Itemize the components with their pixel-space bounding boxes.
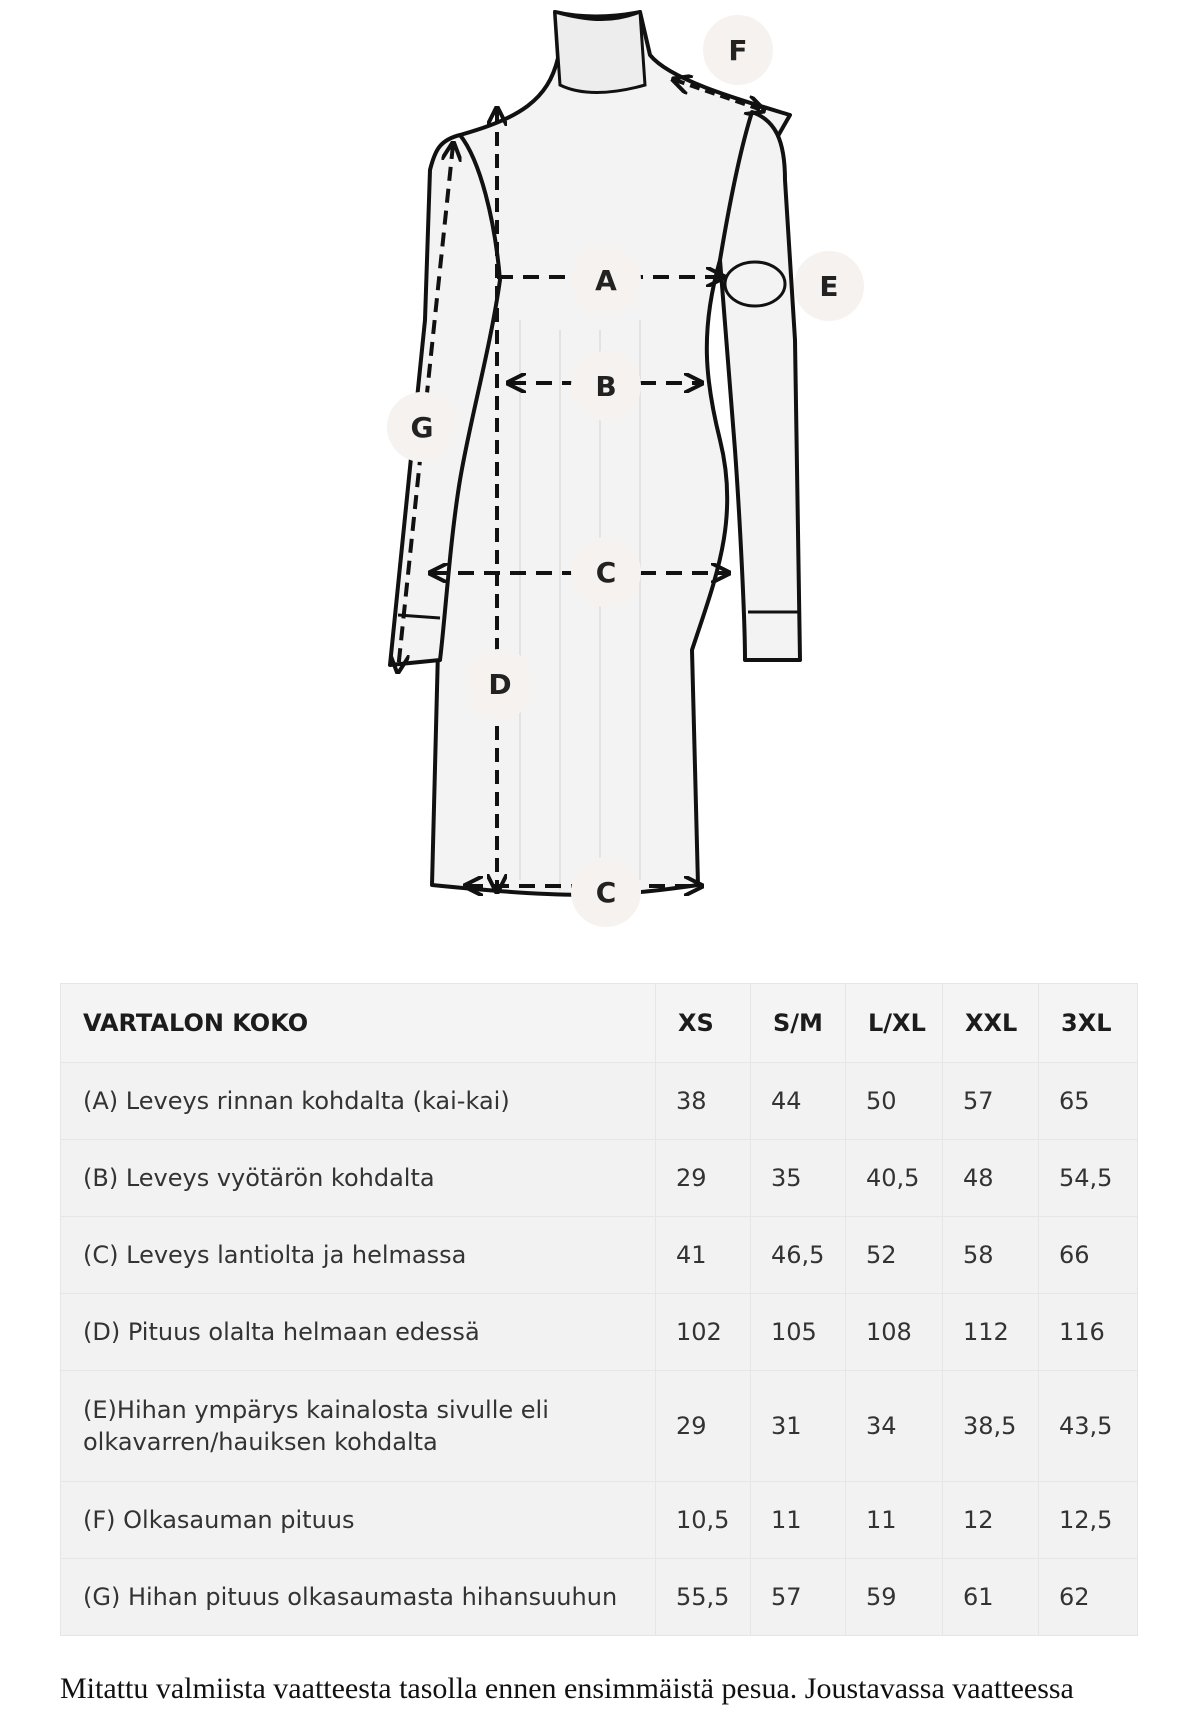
cell-value: 48 xyxy=(943,1140,1039,1217)
badge-a xyxy=(571,245,641,315)
svg-text:G: G xyxy=(410,411,434,444)
cell-value: 34 xyxy=(846,1371,943,1482)
cell-value: 38 xyxy=(656,1063,751,1140)
cell-value: 29 xyxy=(656,1140,751,1217)
cell-value: 66 xyxy=(1039,1217,1138,1294)
svg-text:C: C xyxy=(595,556,617,589)
header-size-lxl: L/XL xyxy=(846,984,943,1063)
size-table xyxy=(60,983,1138,1636)
cell-value: 41 xyxy=(656,1217,751,1294)
table-row xyxy=(61,1140,1138,1217)
cell-value: 12,5 xyxy=(1039,1482,1138,1559)
row-label: (D) Pituus olalta helmaan edessä xyxy=(61,1294,656,1371)
header-size-xxl: XXL xyxy=(943,984,1039,1063)
cell-value: 11 xyxy=(751,1482,846,1559)
cell-value: 29 xyxy=(656,1371,751,1482)
cell-value: 31 xyxy=(751,1371,846,1482)
cell-value: 10,5 xyxy=(656,1482,751,1559)
cell-value: 116 xyxy=(1039,1294,1138,1371)
badge-e xyxy=(794,251,864,321)
header-size-3xl: 3XL xyxy=(1039,984,1138,1063)
header-body-size: VARTALON KOKO xyxy=(61,984,656,1063)
svg-text:B: B xyxy=(595,370,617,403)
row-label: (E)Hihan ympärys kainalosta sivulle eli olkavarren/hauiksen kohdalta xyxy=(61,1371,656,1482)
table-row xyxy=(61,1482,1138,1559)
badge-c-hip xyxy=(571,537,641,607)
turtleneck-collar xyxy=(555,12,645,93)
cell-value: 43,5 xyxy=(1039,1371,1138,1482)
cell-value: 54,5 xyxy=(1039,1140,1138,1217)
svg-text:E: E xyxy=(819,270,839,303)
table-row xyxy=(61,1371,1138,1482)
table-row xyxy=(61,1559,1138,1636)
cell-value: 11 xyxy=(846,1482,943,1559)
row-label: (A) Leveys rinnan kohdalta (kai-kai) xyxy=(61,1063,656,1140)
svg-text:F: F xyxy=(728,34,748,67)
table-row xyxy=(61,1217,1138,1294)
cell-value: 55,5 xyxy=(656,1559,751,1636)
row-label: (B) Leveys vyötärön kohdalta xyxy=(61,1140,656,1217)
cell-value: 105 xyxy=(751,1294,846,1371)
cell-value: 61 xyxy=(943,1559,1039,1636)
row-label: (G) Hihan pituus olkasaumasta hihansuuhun xyxy=(61,1559,656,1636)
cell-value: 46,5 xyxy=(751,1217,846,1294)
right-sleeve xyxy=(720,112,800,660)
cell-value: 112 xyxy=(943,1294,1039,1371)
cell-value: 108 xyxy=(846,1294,943,1371)
header-size-xs: XS xyxy=(656,984,751,1063)
measurement-note: Mitattu valmiista vaatteesta tasolla ennen ensimmäistä pesua. Joustavassa vaatteessa xyxy=(60,1672,1074,1705)
cell-value: 40,5 xyxy=(846,1140,943,1217)
svg-text:A: A xyxy=(595,264,617,297)
badge-g xyxy=(387,392,457,462)
header-size-sm: S/M xyxy=(751,984,846,1063)
cell-value: 62 xyxy=(1039,1559,1138,1636)
cell-value: 44 xyxy=(751,1063,846,1140)
row-label: (C) Leveys lantiolta ja helmassa xyxy=(61,1217,656,1294)
cell-value: 57 xyxy=(943,1063,1039,1140)
table-header-row xyxy=(61,984,1138,1063)
row-label: (F) Olkasauman pituus xyxy=(61,1482,656,1559)
cell-value: 12 xyxy=(943,1482,1039,1559)
badge-b xyxy=(571,351,641,421)
cell-value: 102 xyxy=(656,1294,751,1371)
cell-value: 59 xyxy=(846,1559,943,1636)
table-row xyxy=(61,1294,1138,1371)
badge-f xyxy=(703,15,773,85)
svg-text:C: C xyxy=(595,876,617,909)
badge-c-hem xyxy=(571,857,641,927)
svg-text:D: D xyxy=(488,668,512,701)
cell-value: 52 xyxy=(846,1217,943,1294)
cell-value: 58 xyxy=(943,1217,1039,1294)
cell-value: 35 xyxy=(751,1140,846,1217)
cell-value: 57 xyxy=(751,1559,846,1636)
cell-value: 50 xyxy=(846,1063,943,1140)
cell-value: 65 xyxy=(1039,1063,1138,1140)
badge-d xyxy=(465,649,535,719)
table-row xyxy=(61,1063,1138,1140)
cell-value: 38,5 xyxy=(943,1371,1039,1482)
